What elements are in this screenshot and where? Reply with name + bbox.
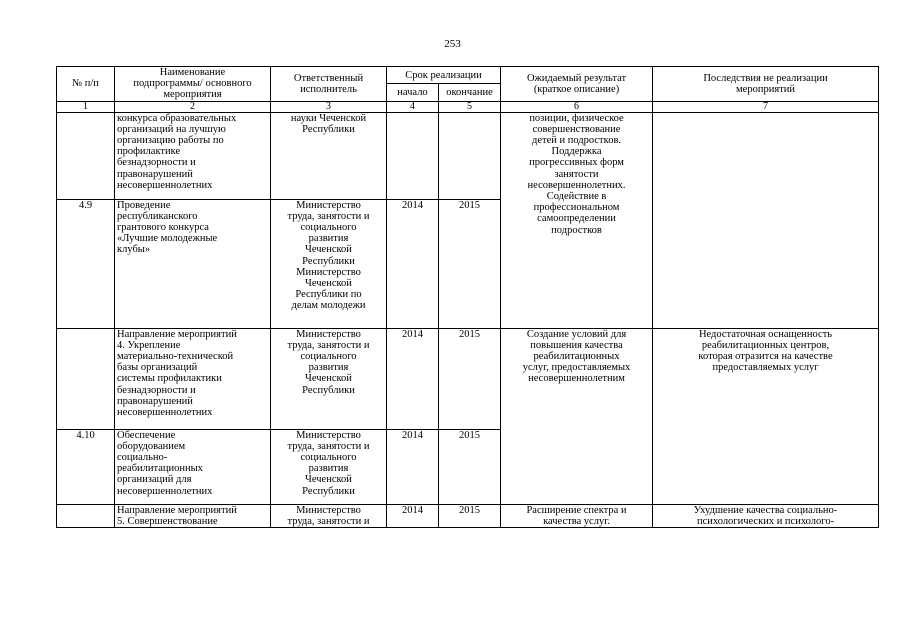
- row-result: позиции, физическое совершенствование детей и подростков. Поддержка прогрессивных форм занятости несовершеннолетних. Содействие в профессиональном самоопределении подростков: [501, 112, 653, 328]
- row-responsible: Министерство труда, занятости и: [271, 504, 387, 527]
- header-name: Наименование подпрограммы/ основного мероприятия: [115, 67, 271, 102]
- column-number: 4: [387, 101, 439, 112]
- row-start: 2014: [387, 199, 439, 328]
- column-number: 5: [439, 101, 501, 112]
- row-start: 2014: [387, 504, 439, 527]
- row-responsible: Министерство труда, занятости и социального развития Чеченской Республики: [271, 429, 387, 504]
- row-name: Проведение республиканского грантового конкурса «Лучшие молодежные клубы»: [115, 199, 271, 328]
- header-number: № п/п: [57, 67, 115, 102]
- column-number: 6: [501, 101, 653, 112]
- row-end: 2015: [439, 429, 501, 504]
- row-number: 4.9: [57, 199, 115, 328]
- column-number: 7: [653, 101, 879, 112]
- row-responsible: науки Чеченской Республики: [271, 112, 387, 199]
- row-name: Направление мероприятий 4. Укрепление материально-технической базы организаций системы профилактики безнадзорности и правонарушений несовершеннолетних: [115, 328, 271, 429]
- row-responsible: Министерство труда, занятости и социального развития Чеченской Республики: [271, 328, 387, 429]
- header-period: Срок реализации: [387, 67, 501, 84]
- header-responsible: Ответственный исполнитель: [271, 67, 387, 102]
- row-start: 2014: [387, 429, 439, 504]
- table-row: [57, 328, 879, 429]
- table-row: [57, 112, 879, 199]
- header-consequences: Последствия не реализации мероприятий: [653, 67, 879, 102]
- row-end: 2015: [439, 504, 501, 527]
- row-end: [439, 112, 501, 199]
- header-start: начало: [387, 84, 439, 101]
- column-number: 2: [115, 101, 271, 112]
- row-name: конкурса образовательных организаций на лучшую организацию работы по профилактике безнадзорности и правонарушений несовершеннолетних: [115, 112, 271, 199]
- row-consequences: [653, 112, 879, 328]
- page-number: 253: [444, 38, 461, 50]
- row-responsible: Министерство труда, занятости и социального развития Чеченской Республики Министерство Чеченской Республики по делам молодежи: [271, 199, 387, 328]
- row-name: Обеспечение оборудованием социально- реабилитационных организаций для несовершеннолетних: [115, 429, 271, 504]
- column-number: 1: [57, 101, 115, 112]
- row-number: [57, 112, 115, 199]
- row-consequences: Ухудшение качества социально- психологических и психолого-: [653, 504, 879, 527]
- row-start: [387, 112, 439, 199]
- row-name: Направление мероприятий 5. Совершенствование: [115, 504, 271, 527]
- row-consequences: Недостаточная оснащенность реабилитационных центров, которая отразится на качестве предоставляемых услуг: [653, 328, 879, 504]
- row-end: 2015: [439, 328, 501, 429]
- row-start: 2014: [387, 328, 439, 429]
- row-number: [57, 328, 115, 429]
- table-row: [57, 504, 879, 527]
- row-number: 4.10: [57, 429, 115, 504]
- row-result: Создание условий для повышения качества реабилитационных услуг, предоставляемых несовершеннолетним: [501, 328, 653, 504]
- column-number: 3: [271, 101, 387, 112]
- header-end: окончание: [439, 84, 501, 101]
- row-result: Расширение спектра и качества услуг.: [501, 504, 653, 527]
- header-result: Ожидаемый результат (краткое описание): [501, 67, 653, 102]
- program-table: [56, 66, 879, 528]
- row-end: 2015: [439, 199, 501, 328]
- row-number: [57, 504, 115, 527]
